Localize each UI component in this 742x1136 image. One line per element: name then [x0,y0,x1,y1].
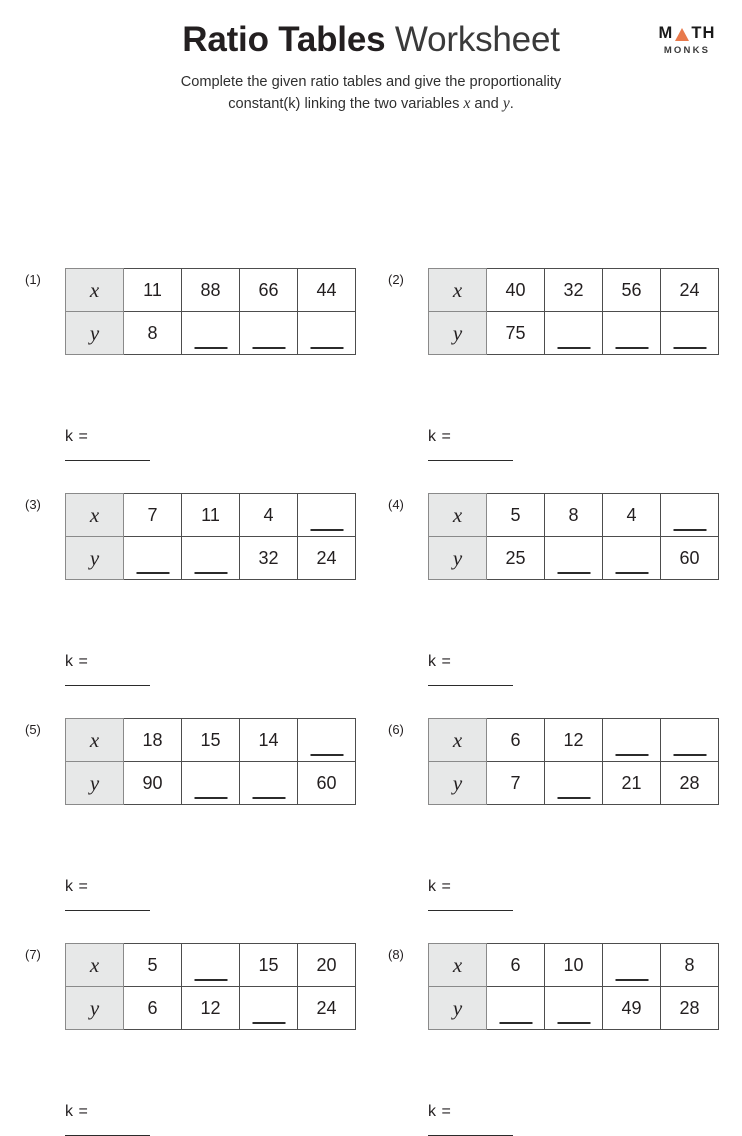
row-header-y: y [429,537,487,580]
table-row-y [429,762,719,805]
k-answer-block-3 [65,653,150,686]
blank-underline [310,754,343,756]
table-row-x [66,269,356,312]
value-cell[interactable]: 20 [298,944,356,987]
blank-underline [557,572,590,574]
answer-blank-cell[interactable] [545,537,603,580]
math-monks-logo [648,24,726,56]
ratio-table [65,493,356,580]
k-label: k = [428,653,452,670]
triangle-icon [675,28,689,41]
logo-subtitle: MONKS [663,45,711,56]
k-label: k = [428,1103,452,1120]
blank-underline [252,797,285,799]
ratio-table [65,718,356,805]
ratio-table [65,943,356,1030]
value-cell[interactable]: 10 [545,944,603,987]
value-cell[interactable]: 28 [661,762,719,805]
value-cell[interactable]: 88 [182,269,240,312]
k-answer-line[interactable] [428,460,513,461]
row-header-y: y [429,312,487,355]
table-row-y [66,312,356,355]
k-label: k = [428,878,452,895]
answer-blank-cell[interactable] [603,537,661,580]
row-header-x: x [429,494,487,537]
answer-blank-cell[interactable] [487,987,545,1030]
ratio-table [428,718,719,805]
value-cell[interactable]: 12 [182,987,240,1030]
blank-underline [310,529,343,531]
table-row-x [66,494,356,537]
row-header-y: y [429,762,487,805]
row-header-x: x [66,269,124,312]
ratio-table [65,268,356,355]
row-header-y: y [66,762,124,805]
ratio-table [428,268,719,355]
value-cell[interactable]: 8 [545,494,603,537]
blank-underline [194,572,227,574]
answer-blank-cell[interactable] [298,312,356,355]
problem-number: (3) [25,497,41,512]
value-cell[interactable]: 7 [487,762,545,805]
k-answer-line[interactable] [428,685,513,686]
k-label: k = [65,1103,89,1120]
value-cell[interactable]: 4 [240,494,298,537]
value-cell[interactable]: 6 [487,719,545,762]
problem-number: (2) [388,272,404,287]
table-row-y [429,987,719,1030]
ratio-table [428,493,719,580]
answer-blank-cell[interactable] [603,944,661,987]
blank-underline [557,797,590,799]
row-header-y: y [66,987,124,1030]
problem-number: (7) [25,947,41,962]
value-cell[interactable]: 12 [545,719,603,762]
value-cell[interactable]: 8 [124,312,182,355]
k-label: k = [65,878,89,895]
value-cell[interactable]: 75 [487,312,545,355]
k-answer-line[interactable] [428,910,513,911]
table-row-x [429,494,719,537]
k-answer-block-5 [65,878,150,911]
value-cell[interactable]: 11 [182,494,240,537]
blank-underline [194,979,227,981]
table-row-x [66,719,356,762]
instructions-line-2-b: and [470,96,503,112]
answer-blank-cell[interactable] [182,762,240,805]
table-row-x [429,719,719,762]
blank-underline [252,347,285,349]
row-header-x: x [66,944,124,987]
problem-number: (6) [388,722,404,737]
instructions-line-2-c: . [509,96,514,112]
answer-blank-cell[interactable] [240,762,298,805]
page-title-bold: Ratio Tables [182,20,386,59]
blank-underline [557,1022,590,1024]
answer-blank-cell[interactable] [603,312,661,355]
blank-underline [194,347,227,349]
answer-blank-cell[interactable] [240,312,298,355]
value-cell[interactable]: 15 [240,944,298,987]
value-cell[interactable]: 5 [124,944,182,987]
k-answer-block-1 [65,428,150,461]
answer-blank-cell[interactable] [240,987,298,1030]
value-cell[interactable]: 56 [603,269,661,312]
value-cell[interactable]: 5 [487,494,545,537]
value-cell[interactable]: 44 [298,269,356,312]
value-cell[interactable]: 60 [661,537,719,580]
logo-letters-th: TH [691,23,716,42]
answer-blank-cell[interactable] [298,494,356,537]
instructions-variable-y: y [502,95,510,112]
value-cell[interactable]: 11 [124,269,182,312]
answer-blank-cell[interactable] [661,719,719,762]
answer-blank-cell[interactable] [661,312,719,355]
page-title [0,18,742,62]
value-cell[interactable]: 90 [124,762,182,805]
table-row-x [66,944,356,987]
answer-blank-cell[interactable] [182,537,240,580]
problem-number: (8) [388,947,404,962]
value-cell[interactable]: 32 [545,269,603,312]
table-row-y [66,987,356,1030]
value-cell[interactable]: 49 [603,987,661,1030]
row-header-y: y [66,312,124,355]
table-row-x [429,944,719,987]
k-label: k = [428,428,452,445]
value-cell[interactable]: 28 [661,987,719,1030]
value-cell[interactable]: 25 [487,537,545,580]
value-cell[interactable]: 8 [661,944,719,987]
answer-blank-cell[interactable] [545,987,603,1030]
k-answer-line[interactable] [65,460,150,461]
logo-letter-m: M [658,23,674,42]
value-cell[interactable]: 24 [661,269,719,312]
k-answer-block-2 [428,428,513,461]
blank-underline [615,347,648,349]
row-header-x: x [66,719,124,762]
blank-underline [194,797,227,799]
answer-blank-cell[interactable] [182,312,240,355]
problem-number: (4) [388,497,404,512]
value-cell[interactable]: 40 [487,269,545,312]
table-row-y [429,537,719,580]
k-answer-line[interactable] [65,910,150,911]
k-answer-block-6 [428,878,513,911]
instructions-variable-x: x [463,95,471,112]
k-answer-block-8 [428,1103,513,1136]
k-label: k = [65,653,89,670]
blank-underline [673,347,706,349]
value-cell[interactable]: 18 [124,719,182,762]
row-header-y: y [429,987,487,1030]
table-row-y [66,537,356,580]
value-cell[interactable]: 66 [240,269,298,312]
worksheet-instructions [71,72,671,115]
value-cell[interactable]: 21 [603,762,661,805]
table-row-x [429,269,719,312]
instructions-line-1: Complete the given ratio tables and give the proportionality [180,74,562,90]
blank-underline [499,1022,532,1024]
answer-blank-cell[interactable] [603,719,661,762]
blank-underline [136,572,169,574]
blank-underline [310,347,343,349]
value-cell[interactable]: 24 [298,987,356,1030]
k-label: k = [65,428,89,445]
ratio-table [428,943,719,1030]
answer-blank-cell[interactable] [545,762,603,805]
k-answer-block-7 [65,1103,150,1136]
value-cell[interactable]: 14 [240,719,298,762]
answer-blank-cell[interactable] [545,312,603,355]
blank-underline [557,347,590,349]
answer-blank-cell[interactable] [298,719,356,762]
blank-underline [673,529,706,531]
row-header-x: x [429,944,487,987]
row-header-x: x [66,494,124,537]
table-row-y [66,762,356,805]
value-cell[interactable]: 24 [298,537,356,580]
blank-underline [615,572,648,574]
value-cell[interactable]: 15 [182,719,240,762]
problem-number: (1) [25,272,41,287]
value-cell[interactable]: 32 [240,537,298,580]
answer-blank-cell[interactable] [661,494,719,537]
row-header-x: x [429,719,487,762]
value-cell[interactable]: 4 [603,494,661,537]
logo-wordmark [648,24,726,42]
page-title-light: Worksheet [394,20,560,59]
value-cell[interactable]: 7 [124,494,182,537]
value-cell[interactable]: 6 [487,944,545,987]
value-cell[interactable]: 60 [298,762,356,805]
answer-blank-cell[interactable] [124,537,182,580]
table-row-y [429,312,719,355]
blank-underline [615,754,648,756]
instructions-line-2-a: constant(k) linking the two variables [228,96,464,112]
k-answer-line[interactable] [65,685,150,686]
blank-underline [673,754,706,756]
blank-underline [615,979,648,981]
k-answer-block-4 [428,653,513,686]
answer-blank-cell[interactable] [182,944,240,987]
blank-underline [252,1022,285,1024]
worksheet-header [0,0,742,128]
problem-number: (5) [25,722,41,737]
row-header-y: y [66,537,124,580]
value-cell[interactable]: 6 [124,987,182,1030]
row-header-x: x [429,269,487,312]
